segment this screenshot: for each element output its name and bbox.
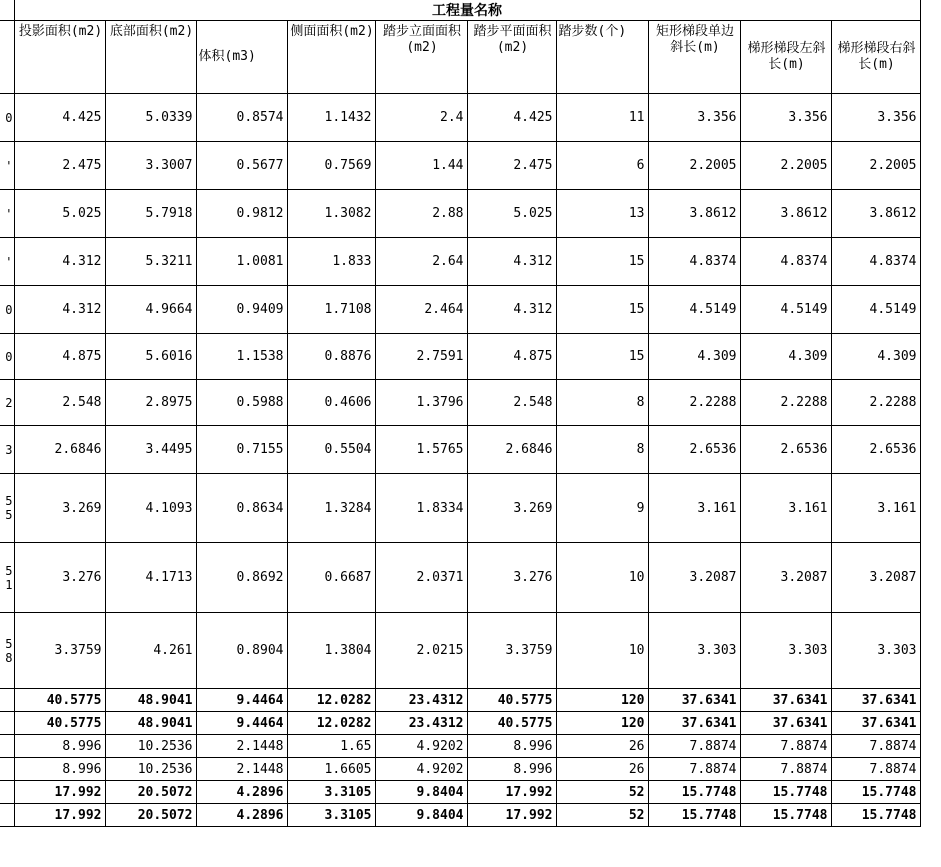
table-cell[interactable]: 37.6341 xyxy=(831,712,920,735)
table-cell[interactable]: 48.9041 xyxy=(105,689,196,712)
table-cell[interactable]: 5.3211 xyxy=(105,238,196,286)
row-cut-cell[interactable] xyxy=(0,781,14,804)
table-cell[interactable]: 3.161 xyxy=(831,474,920,543)
table-cell[interactable]: 1.1432 xyxy=(287,94,375,142)
row-cut-cell[interactable] xyxy=(0,804,14,827)
table-cell[interactable]: 15.7748 xyxy=(740,804,831,827)
table-cell[interactable]: 4.425 xyxy=(467,94,556,142)
table-cell[interactable]: 11 xyxy=(556,94,648,142)
table-row xyxy=(0,380,920,426)
table-cell[interactable]: 1.8334 xyxy=(375,474,467,543)
table-cell[interactable]: 2.1448 xyxy=(196,758,287,781)
table-cell[interactable]: 2.7591 xyxy=(375,334,467,380)
table-cell[interactable]: 9.4464 xyxy=(196,712,287,735)
table-cell[interactable]: 4.2896 xyxy=(196,804,287,827)
table-cell[interactable]: 4.312 xyxy=(467,238,556,286)
table-cell[interactable]: 3.161 xyxy=(740,474,831,543)
table-cell[interactable]: 120 xyxy=(556,689,648,712)
table-cell[interactable]: 0.5988 xyxy=(196,380,287,426)
table-cell[interactable]: 0.9812 xyxy=(196,190,287,238)
table-cell[interactable]: 3.3007 xyxy=(105,142,196,190)
table-cell[interactable]: 3.2087 xyxy=(831,543,920,613)
table-cell[interactable]: 1.44 xyxy=(375,142,467,190)
header-cell[interactable]: 踏步平面面积(m2) xyxy=(467,21,556,94)
table-cell[interactable]: 2.8975 xyxy=(105,380,196,426)
table-cell[interactable]: 3.356 xyxy=(648,94,740,142)
header-row xyxy=(0,21,920,94)
row-cut-cell[interactable]: 5 1 xyxy=(0,543,14,613)
table-cell[interactable]: 17.992 xyxy=(14,781,105,804)
table-cell[interactable]: 4.309 xyxy=(740,334,831,380)
table-cell[interactable]: 0.8876 xyxy=(287,334,375,380)
total-row xyxy=(0,781,920,804)
table-cell[interactable]: 4.1713 xyxy=(105,543,196,613)
total-row xyxy=(0,804,920,827)
total-row xyxy=(0,712,920,735)
table-cell[interactable]: 3.3759 xyxy=(14,613,105,689)
table-cell[interactable]: 17.992 xyxy=(14,804,105,827)
table-cell[interactable]: 4.261 xyxy=(105,613,196,689)
table-cell[interactable]: 1.0081 xyxy=(196,238,287,286)
table-cell[interactable]: 3.269 xyxy=(14,474,105,543)
table-row xyxy=(0,543,920,613)
row-cut-cell[interactable]: 2 xyxy=(0,380,14,426)
table-cell[interactable]: 3.2087 xyxy=(740,543,831,613)
table-cell[interactable]: 0.9409 xyxy=(196,286,287,334)
table-row xyxy=(0,94,920,142)
table-cell[interactable]: 3.269 xyxy=(467,474,556,543)
table-cell[interactable]: 40.5775 xyxy=(467,689,556,712)
table-row xyxy=(0,613,920,689)
row-cut-cell[interactable]: ' xyxy=(0,238,14,286)
row-cut-cell[interactable]: 0 xyxy=(0,334,14,380)
table-cell[interactable]: 2.64 xyxy=(375,238,467,286)
table-cell[interactable]: 4.9202 xyxy=(375,758,467,781)
table-cell[interactable]: 12.0282 xyxy=(287,712,375,735)
header-cell[interactable]: 底部面积(m2) xyxy=(105,21,196,94)
table-title[interactable]: 工程量名称 xyxy=(14,0,920,21)
table-cell[interactable]: 52 xyxy=(556,804,648,827)
row-cut-cell[interactable]: ' xyxy=(0,142,14,190)
table-cell[interactable]: 2.475 xyxy=(14,142,105,190)
table-cell[interactable]: 4.5149 xyxy=(831,286,920,334)
table-cell[interactable]: 6 xyxy=(556,142,648,190)
table-cell[interactable]: 15 xyxy=(556,238,648,286)
table-cell[interactable]: 2.6846 xyxy=(467,426,556,474)
table-cell[interactable]: 2.548 xyxy=(467,380,556,426)
table-cell[interactable]: 4.312 xyxy=(14,238,105,286)
table-cell[interactable]: 2.475 xyxy=(467,142,556,190)
table-cell[interactable]: 37.6341 xyxy=(740,689,831,712)
table-cell[interactable]: 1.3796 xyxy=(375,380,467,426)
table-cell[interactable]: 4.8374 xyxy=(648,238,740,286)
table-cell[interactable]: 1.3804 xyxy=(287,613,375,689)
table-cell[interactable]: 3.303 xyxy=(831,613,920,689)
table-cell[interactable]: 10 xyxy=(556,613,648,689)
table-cell[interactable]: 0.5504 xyxy=(287,426,375,474)
table-row xyxy=(0,474,920,543)
table-cell[interactable]: 7.8874 xyxy=(740,735,831,758)
table-cell[interactable]: 2.2005 xyxy=(740,142,831,190)
table-cell[interactable]: 8.996 xyxy=(14,735,105,758)
table-cell[interactable]: 2.6536 xyxy=(831,426,920,474)
table-cell[interactable]: 0.8574 xyxy=(196,94,287,142)
table-cell[interactable]: 48.9041 xyxy=(105,712,196,735)
table-cell[interactable]: 40.5775 xyxy=(467,712,556,735)
table-cell[interactable]: 1.1538 xyxy=(196,334,287,380)
table-cell[interactable]: 40.5775 xyxy=(14,689,105,712)
table-cell[interactable]: 4.9202 xyxy=(375,735,467,758)
table-row xyxy=(0,735,920,758)
table-cell[interactable]: 5.0339 xyxy=(105,94,196,142)
table-cell[interactable]: 0.6687 xyxy=(287,543,375,613)
table-cell[interactable]: 2.0371 xyxy=(375,543,467,613)
row-cut-cell[interactable]: 3 xyxy=(0,426,14,474)
table-cell[interactable]: 2.4 xyxy=(375,94,467,142)
row-cut-cell[interactable] xyxy=(0,735,14,758)
title-row xyxy=(0,0,920,21)
table-cell[interactable]: 15.7748 xyxy=(648,804,740,827)
table-cell[interactable]: 8.996 xyxy=(467,758,556,781)
table-row xyxy=(0,758,920,781)
table-cell[interactable]: 4.309 xyxy=(648,334,740,380)
table-cell[interactable]: 15.7748 xyxy=(831,804,920,827)
table-cell[interactable]: 5.025 xyxy=(14,190,105,238)
title-cut-cell[interactable] xyxy=(0,0,14,21)
table-cell[interactable]: 1.3082 xyxy=(287,190,375,238)
row-cut-cell[interactable] xyxy=(0,758,14,781)
table-cell[interactable]: 23.4312 xyxy=(375,712,467,735)
table-row xyxy=(0,238,920,286)
table-cell[interactable]: 4.8374 xyxy=(831,238,920,286)
table-cell[interactable]: 9.8404 xyxy=(375,804,467,827)
table-cell[interactable]: 2.88 xyxy=(375,190,467,238)
table-cell[interactable]: 120 xyxy=(556,712,648,735)
row-cut-cell[interactable]: 0 xyxy=(0,286,14,334)
table-cell[interactable]: 3.3105 xyxy=(287,804,375,827)
header-cell[interactable]: 投影面积(m2) xyxy=(14,21,105,94)
table-cell[interactable]: 52 xyxy=(556,781,648,804)
table-row xyxy=(0,286,920,334)
table-cell[interactable]: 2.2288 xyxy=(831,380,920,426)
table-cell[interactable]: 40.5775 xyxy=(14,712,105,735)
table-cell[interactable]: 5.025 xyxy=(467,190,556,238)
table-cell[interactable]: 3.303 xyxy=(740,613,831,689)
table-cell[interactable]: 4.2896 xyxy=(196,781,287,804)
table-cell[interactable]: 5.7918 xyxy=(105,190,196,238)
table-cell[interactable]: 7.8874 xyxy=(740,758,831,781)
table-cell[interactable]: 7.8874 xyxy=(648,735,740,758)
table-row xyxy=(0,190,920,238)
table-cell[interactable]: 4.312 xyxy=(14,286,105,334)
table-cell[interactable]: 1.833 xyxy=(287,238,375,286)
table-cell[interactable]: 3.356 xyxy=(740,94,831,142)
table-cell[interactable]: 4.8374 xyxy=(740,238,831,286)
header-cell[interactable]: 侧面面积(m2) xyxy=(287,21,375,94)
table-cell[interactable]: 8.996 xyxy=(14,758,105,781)
table-cell[interactable]: 23.4312 xyxy=(375,689,467,712)
table-cell[interactable]: 4.9664 xyxy=(105,286,196,334)
header-cell[interactable]: 踏步数(个) xyxy=(556,21,648,94)
table-cell[interactable]: 4.5149 xyxy=(648,286,740,334)
table-cell[interactable]: 3.8612 xyxy=(740,190,831,238)
table-cell[interactable]: 8.996 xyxy=(467,735,556,758)
table-cell[interactable]: 1.6605 xyxy=(287,758,375,781)
table-cell[interactable]: 2.6846 xyxy=(14,426,105,474)
table-cell[interactable]: 0.7155 xyxy=(196,426,287,474)
row-cut-cell[interactable]: 5 8 xyxy=(0,613,14,689)
table-cell[interactable]: 4.425 xyxy=(14,94,105,142)
table-cell[interactable]: 2.6536 xyxy=(648,426,740,474)
table-cell[interactable]: 4.875 xyxy=(14,334,105,380)
table-cell[interactable]: 9 xyxy=(556,474,648,543)
table-cell[interactable]: 1.5765 xyxy=(375,426,467,474)
table-cell[interactable]: 2.464 xyxy=(375,286,467,334)
table-cell[interactable]: 1.3284 xyxy=(287,474,375,543)
table-cell[interactable]: 20.5072 xyxy=(105,804,196,827)
table-cell[interactable]: 3.8612 xyxy=(648,190,740,238)
table-cell[interactable]: 3.4495 xyxy=(105,426,196,474)
total-row xyxy=(0,689,920,712)
table-cell[interactable]: 17.992 xyxy=(467,781,556,804)
header-cell[interactable]: 体积(m3) xyxy=(196,21,287,94)
header-cell[interactable]: 梯形梯段右斜长(m) xyxy=(831,21,920,94)
table-cell[interactable]: 10 xyxy=(556,543,648,613)
table-cell[interactable]: 3.276 xyxy=(14,543,105,613)
table-cell[interactable]: 0.5677 xyxy=(196,142,287,190)
table-cell[interactable]: 7.8874 xyxy=(831,758,920,781)
table-cell[interactable]: 0.7569 xyxy=(287,142,375,190)
table-cell[interactable]: 37.6341 xyxy=(648,712,740,735)
table-cell[interactable]: 15.7748 xyxy=(740,781,831,804)
row-cut-cell[interactable] xyxy=(0,712,14,735)
table-cell[interactable]: 3.3759 xyxy=(467,613,556,689)
table-cell[interactable]: 3.8612 xyxy=(831,190,920,238)
header-cell[interactable]: 踏步立面面积(m2) xyxy=(375,21,467,94)
table-cell[interactable]: 2.0215 xyxy=(375,613,467,689)
table-cell[interactable]: 15 xyxy=(556,286,648,334)
table-cell[interactable]: 2.1448 xyxy=(196,735,287,758)
table-cell[interactable]: 2.2288 xyxy=(648,380,740,426)
table-cell[interactable]: 4.875 xyxy=(467,334,556,380)
table-cell[interactable]: 10.2536 xyxy=(105,735,196,758)
table-cell[interactable]: 10.2536 xyxy=(105,758,196,781)
table-cell[interactable]: 2.2288 xyxy=(740,380,831,426)
table-cell[interactable]: 0.8692 xyxy=(196,543,287,613)
table-row xyxy=(0,142,920,190)
table-cell[interactable]: 3.3105 xyxy=(287,781,375,804)
table-cell[interactable]: 26 xyxy=(556,735,648,758)
table-cell[interactable]: 15.7748 xyxy=(831,781,920,804)
table-cell[interactable]: 3.356 xyxy=(831,94,920,142)
table-cell[interactable]: 12.0282 xyxy=(287,689,375,712)
table-cell[interactable]: 2.2005 xyxy=(831,142,920,190)
table-cell[interactable]: 4.312 xyxy=(467,286,556,334)
table-cell[interactable]: 4.309 xyxy=(831,334,920,380)
table-cell[interactable]: 20.5072 xyxy=(105,781,196,804)
table-cell[interactable]: 4.5149 xyxy=(740,286,831,334)
table-cell[interactable]: 3.2087 xyxy=(648,543,740,613)
table-cell[interactable]: 26 xyxy=(556,758,648,781)
header-cell[interactable]: 矩形梯段单边斜长(m) xyxy=(648,21,740,94)
table-cell[interactable]: 8 xyxy=(556,380,648,426)
table-cell[interactable]: 3.161 xyxy=(648,474,740,543)
table-cell[interactable]: 15.7748 xyxy=(648,781,740,804)
table-cell[interactable]: 37.6341 xyxy=(831,689,920,712)
table-cell[interactable]: 1.7108 xyxy=(287,286,375,334)
table-cell[interactable]: 2.2005 xyxy=(648,142,740,190)
table-cell[interactable]: 0.8634 xyxy=(196,474,287,543)
header-cut-cell[interactable] xyxy=(0,21,14,94)
table-cell[interactable]: 0.8904 xyxy=(196,613,287,689)
table-cell[interactable]: 2.6536 xyxy=(740,426,831,474)
table-cell[interactable]: 2.548 xyxy=(14,380,105,426)
table-cell[interactable]: 7.8874 xyxy=(831,735,920,758)
table-cell[interactable]: 37.6341 xyxy=(740,712,831,735)
table-cell[interactable]: 15 xyxy=(556,334,648,380)
table-cell[interactable]: 8 xyxy=(556,426,648,474)
table-cell[interactable]: 9.4464 xyxy=(196,689,287,712)
table-cell[interactable]: 17.992 xyxy=(467,804,556,827)
header-cell[interactable]: 梯形梯段左斜长(m) xyxy=(740,21,831,94)
row-cut-cell[interactable]: 5 5 xyxy=(0,474,14,543)
table-cell[interactable]: 9.8404 xyxy=(375,781,467,804)
table-cell[interactable]: 37.6341 xyxy=(648,689,740,712)
table-cell[interactable]: 1.65 xyxy=(287,735,375,758)
table-cell[interactable]: 13 xyxy=(556,190,648,238)
table-row xyxy=(0,426,920,474)
table-cell[interactable]: 4.1093 xyxy=(105,474,196,543)
table-cell[interactable]: 5.6016 xyxy=(105,334,196,380)
row-cut-cell[interactable] xyxy=(0,689,14,712)
table-cell[interactable]: 3.276 xyxy=(467,543,556,613)
table-cell[interactable]: 7.8874 xyxy=(648,758,740,781)
table-cell[interactable]: 3.303 xyxy=(648,613,740,689)
row-cut-cell[interactable]: 0 xyxy=(0,94,14,142)
table-cell[interactable]: 0.4606 xyxy=(287,380,375,426)
table-row xyxy=(0,334,920,380)
row-cut-cell[interactable]: ' xyxy=(0,190,14,238)
